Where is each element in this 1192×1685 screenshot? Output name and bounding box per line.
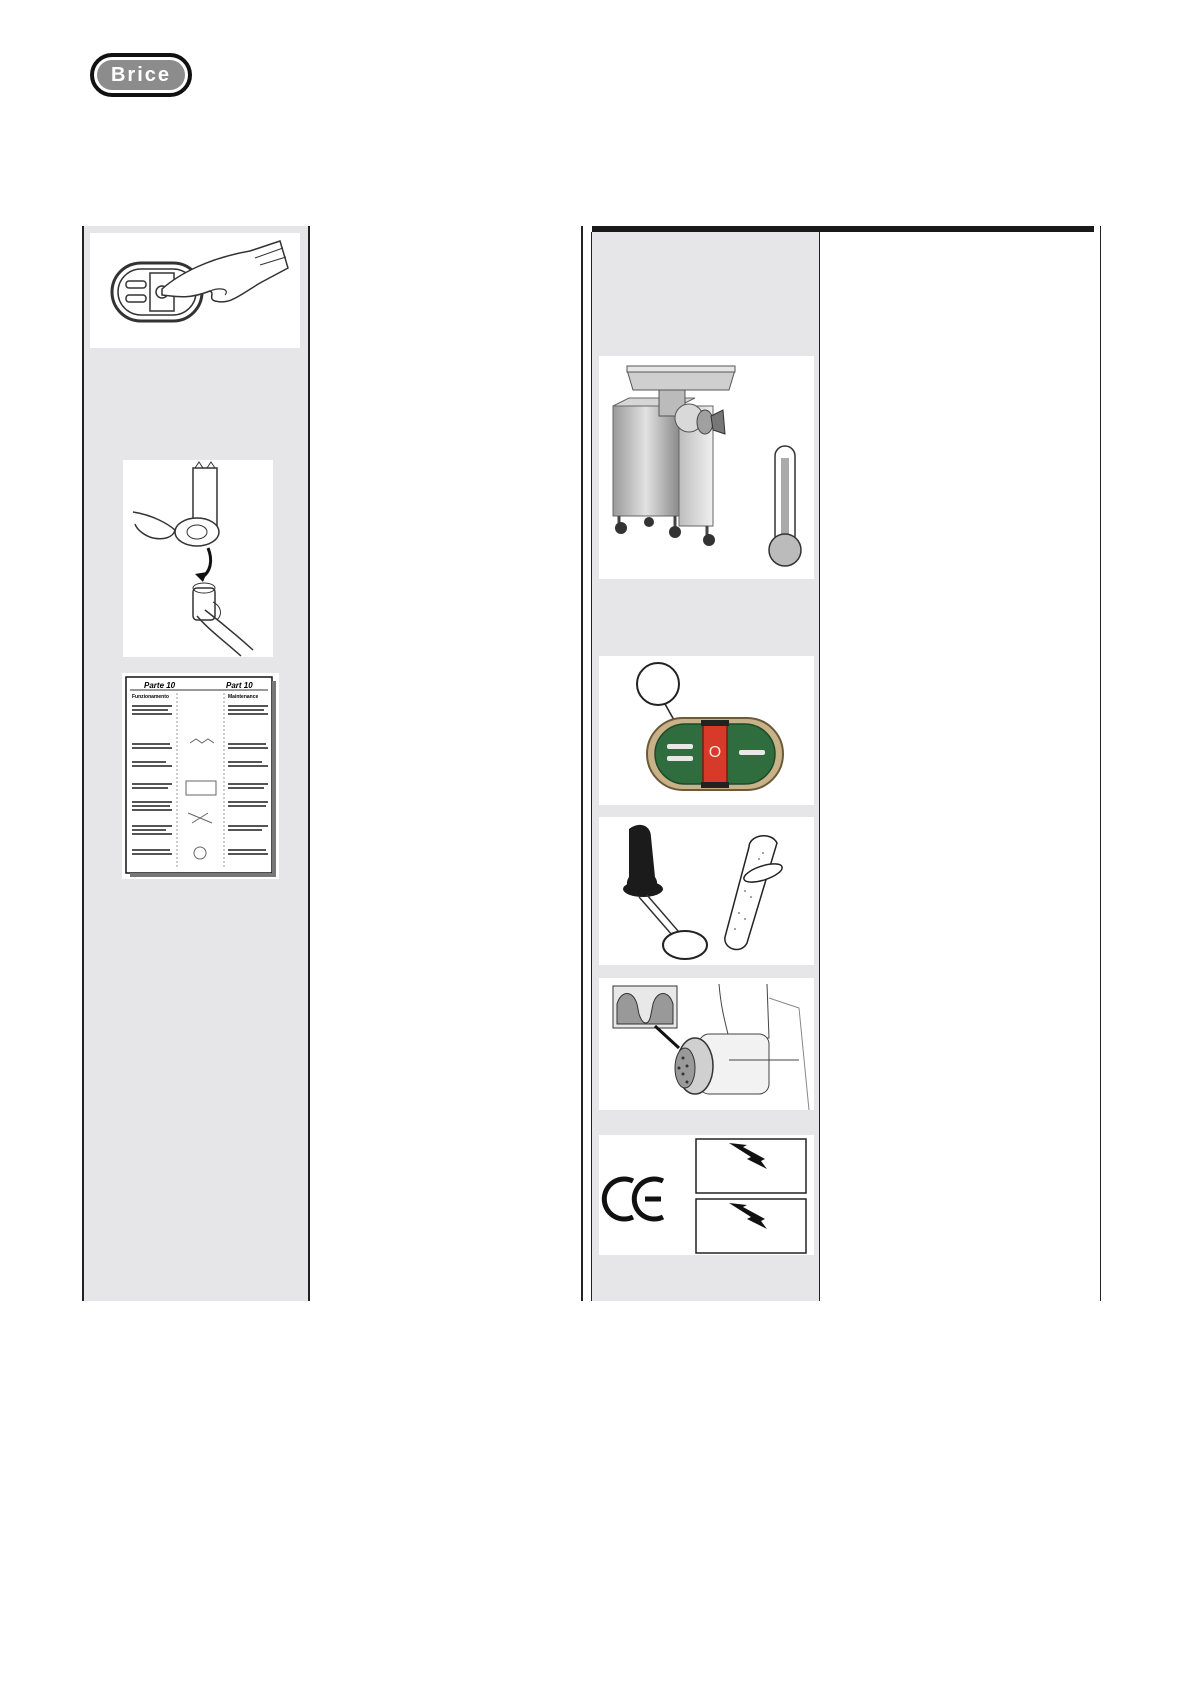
press-button-illustration	[90, 233, 300, 348]
lightning-warning-icon	[696, 1139, 806, 1193]
thumbnail-left-header: Parte 10	[144, 681, 176, 690]
thumbnail-left-subhead: Funzionamento	[132, 694, 169, 700]
pusher-tools-illustration	[599, 817, 814, 965]
right-column-border-left	[591, 232, 592, 1301]
lightning-warning-icon	[696, 1199, 806, 1253]
start-stop-switch-icon	[647, 718, 783, 790]
certification-warning-panel	[599, 1135, 814, 1255]
manual-page-thumbnail	[122, 673, 279, 879]
thumbnail-right-header: Part 10	[226, 681, 253, 690]
ce-mark-icon	[609, 1175, 679, 1225]
brand-logo-text: Brice	[97, 60, 185, 90]
mincer-head-detail-illustration	[599, 978, 814, 1110]
remove-cylinder-illustration	[123, 460, 273, 657]
start-stop-switch-illustration	[599, 656, 814, 805]
switch-off-symbol: O	[708, 744, 722, 761]
thermometer-icon	[775, 446, 813, 566]
left-column-border-right	[308, 226, 310, 1301]
thumbnail-right-subhead: Maintenance	[228, 694, 259, 700]
right-section-border-left	[581, 226, 583, 1301]
brand-logo	[90, 53, 192, 97]
mincer-machine-illustration	[599, 356, 814, 579]
right-column-border-right	[819, 232, 820, 1301]
right-section-border-right	[1100, 226, 1101, 1301]
